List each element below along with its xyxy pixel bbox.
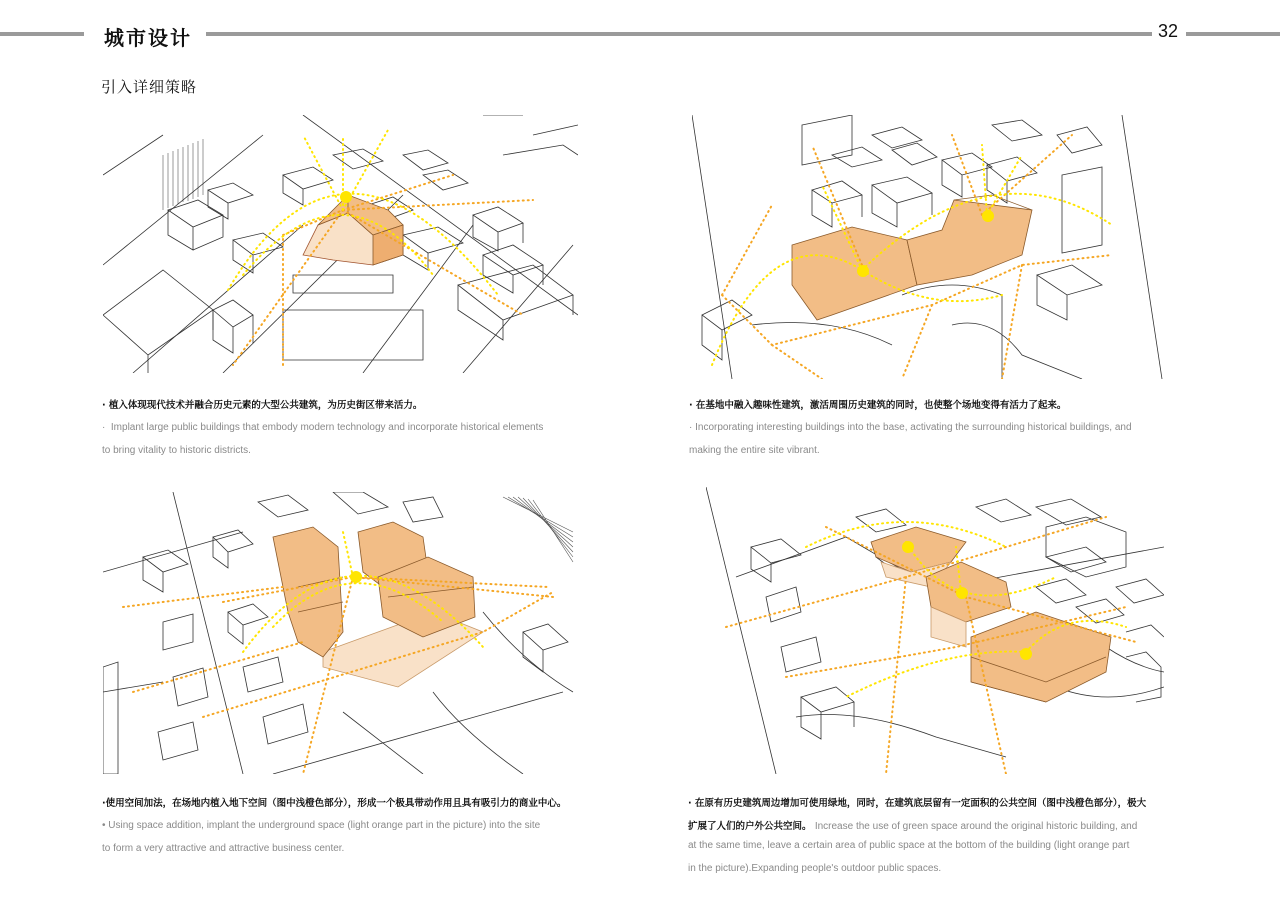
caption-2-zh-text: 在基地中融入趣味性建筑，激活周围历史建筑的同时，也使整个场地变得有活力了起来。 (695, 400, 1067, 411)
bullet: · (689, 422, 693, 433)
caption-3-zh-text: 使用空间加法，在场地内植入地下空间（图中浅橙色部分），形成一个极具带动作用且具有吸引力的商业中心。 (105, 798, 567, 809)
caption-4-zh-line-2: 扩展了人们的户外公共空间。 (688, 821, 812, 832)
bullet: • (102, 820, 106, 831)
central-building (792, 195, 1032, 320)
caption-2-en-line-1: Incorporating interesting buildings into the base, activating the surrounding historical buildings, and (695, 422, 1132, 433)
caption-1-zh-text: 植入体现现代技术并融合历史元素的大型公共建筑，为历史街区带来活力。 (108, 400, 423, 411)
caption-3-en (102, 814, 602, 860)
bullet: · (102, 422, 106, 433)
caption-4-zh-2 (688, 820, 1168, 834)
bullet: · (688, 798, 692, 809)
ruled-wall (163, 139, 203, 210)
header-rule-main (206, 32, 1152, 36)
caption-1-en-line-1: Implant large public buildings that embody modern technology and incorporate historical elements (110, 422, 544, 433)
caption-4 (688, 797, 1168, 880)
caption-1-zh (102, 399, 582, 413)
caption-4-en (688, 834, 1168, 880)
bullet: · (102, 798, 106, 809)
caption-4-en-line-2: in the picture).Expanding people's outdoor public spaces. (688, 863, 942, 874)
caption-1-en (102, 416, 582, 462)
caption-3-en-line-2: to form a very attractive and attractive business center. (102, 843, 345, 854)
page-number: 32 (1158, 21, 1179, 41)
central-building (303, 195, 403, 265)
caption-2-zh (689, 399, 1169, 413)
activity-paths (233, 175, 533, 365)
bullet: · (102, 400, 106, 411)
caption-2 (689, 399, 1169, 462)
caption-3 (102, 797, 602, 860)
caption-3-zh (102, 797, 602, 811)
bullet: · (689, 400, 693, 411)
caption-4-zh (688, 797, 1168, 811)
page-heading: 引入详细策略 (101, 78, 198, 96)
section-title: 城市设计 (104, 26, 192, 50)
caption-2-en (689, 416, 1169, 462)
caption-3-en-line-1: Using space addition, implant the underground space (light orange part in the picture) into the site (108, 820, 541, 831)
ruled-wall (503, 497, 573, 562)
diagram-panel-3 (103, 492, 577, 774)
caption-4-zh-line-1: 在原有历史建筑周边增加可使用绿地，同时，在建筑底层留有一定面积的公共空间（图中浅橙色部分），极大 (694, 798, 1147, 809)
header-rule-left (0, 32, 84, 36)
caption-4-en-inline: Increase the use of green space around the original historic building, and (814, 821, 1138, 832)
caption-2-en-line-2: making the entire site vibrant. (689, 445, 820, 456)
caption-4-en-line-1: at the same time, leave a certain area of public space at the bottom of the building (light orange part (688, 840, 1130, 851)
diagram-panel-4 (706, 487, 1164, 774)
caption-1-en-line-2: to bring vitality to historic districts. (102, 445, 251, 456)
caption-1 (102, 399, 582, 462)
central-building (871, 527, 1111, 702)
header-rule-right (1186, 32, 1280, 36)
block-buildings (702, 115, 1102, 360)
diagram-panel-1 (103, 115, 578, 373)
diagram-panel-2 (692, 115, 1164, 379)
